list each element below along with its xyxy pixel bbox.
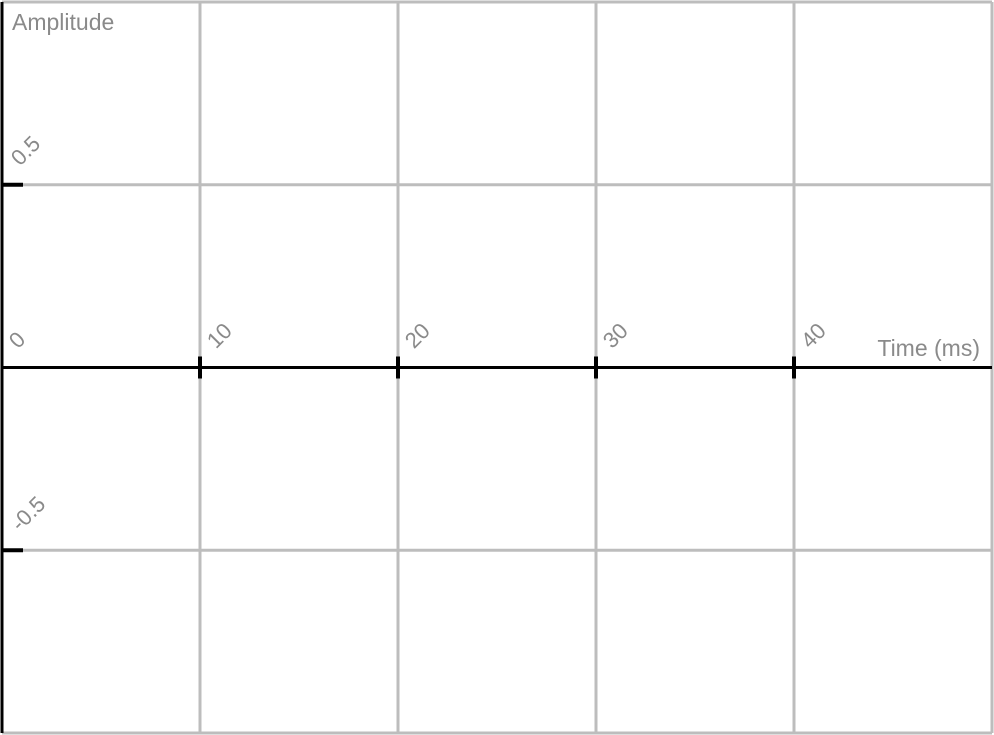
x-tick-label-40: 40	[795, 318, 831, 354]
x-tick-label-30: 30	[597, 318, 633, 354]
y-tick-label-0.5: 0.5	[5, 130, 46, 171]
y-axis-title: Amplitude	[12, 9, 115, 35]
x-axis-title: Time (ms)	[877, 335, 980, 361]
x-tick-label-0: 0	[3, 326, 31, 354]
x-tick-label-10: 10	[201, 318, 237, 354]
x-tick-label-20: 20	[399, 318, 435, 354]
axes	[2, 2, 992, 733]
ticks	[2, 131, 831, 550]
y-tick-label-neg0.5: -0.5	[5, 491, 51, 536]
